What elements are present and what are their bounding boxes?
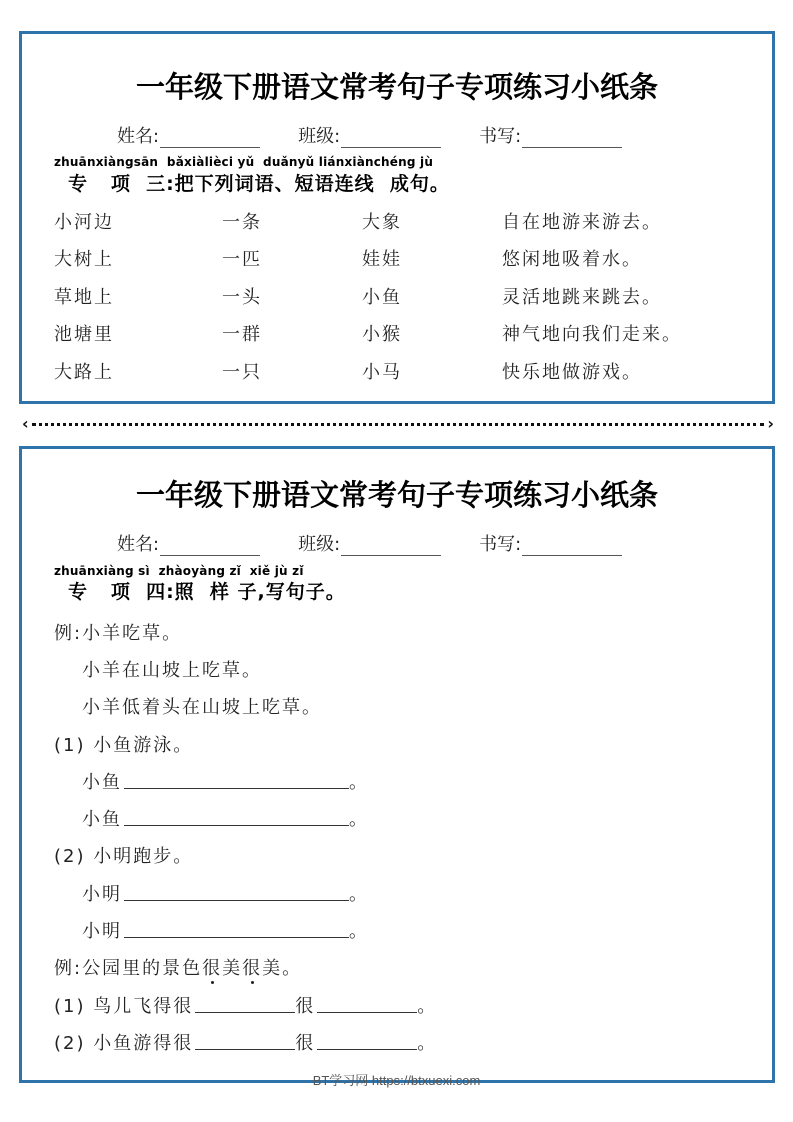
place-cell[interactable]: 小河边: [54, 211, 114, 233]
class-label: 班级:: [298, 534, 341, 555]
measure-word-cell[interactable]: 一头: [222, 286, 262, 308]
answer-prefix: 小明: [82, 883, 122, 905]
class-label: 班级:: [298, 126, 341, 147]
answer-prefix: 小鱼: [82, 771, 122, 793]
question-mid: 很: [295, 995, 316, 1017]
example-1-line-1: 小羊在山坡上吃草。: [82, 659, 262, 681]
example-text: 小羊吃草。: [82, 622, 183, 644]
name-field[interactable]: [117, 122, 260, 148]
answer-prefix: 小明: [82, 921, 122, 943]
period: 。: [349, 921, 369, 943]
student-info-row: [117, 122, 660, 148]
name-blank[interactable]: [160, 538, 260, 556]
period: 。: [417, 1032, 438, 1054]
question-4: [54, 1023, 437, 1060]
writing-field[interactable]: [479, 122, 622, 148]
table-row: [54, 240, 742, 278]
place-cell[interactable]: 大路上: [54, 361, 114, 383]
table-row: [54, 202, 742, 240]
writing-label: 书写:: [479, 126, 522, 147]
writing-blank[interactable]: [522, 130, 622, 148]
example-2: [54, 949, 437, 986]
question-prompt: (1) 鸟儿飞得很: [54, 995, 194, 1017]
question-3: [54, 986, 437, 1023]
worksheet-card-section-4: [19, 446, 775, 1083]
action-cell[interactable]: 神气地向我们走来。: [502, 324, 682, 346]
emphasis-dot-char: 很: [242, 954, 262, 980]
action-cell[interactable]: 灵活地跳来跳去。: [502, 286, 662, 308]
subject-cell[interactable]: 小马: [362, 361, 402, 383]
worksheet-title: 一年级下册语文常考句子专项练习小纸条: [135, 70, 658, 104]
matching-table: [54, 202, 742, 390]
subject-cell[interactable]: 大象: [362, 211, 402, 233]
action-cell[interactable]: 快乐地做游戏。: [502, 361, 642, 383]
place-cell[interactable]: 池塘里: [54, 324, 114, 346]
example-1-line-2: 小羊低着头在山坡上吃草。: [82, 697, 322, 719]
table-row: [54, 315, 742, 353]
emphasis-dot-char: 很: [202, 954, 222, 980]
class-field[interactable]: [298, 530, 441, 556]
question-2-prompt: (2) 小明跑步。: [54, 846, 194, 868]
example-label: 例:: [54, 958, 83, 980]
exercise-body: [54, 613, 437, 1061]
period: 。: [349, 771, 369, 793]
question-1-prompt: (1) 小鱼游泳。: [54, 734, 194, 756]
question-2-answer-1: [54, 874, 437, 911]
writing-blank[interactable]: [522, 538, 622, 556]
period: 。: [349, 809, 369, 831]
action-cell[interactable]: 悠闲地吸着水。: [502, 249, 642, 271]
name-field[interactable]: [117, 530, 260, 556]
cut-line-divider: [22, 415, 774, 433]
measure-word-cell[interactable]: 一只: [222, 361, 262, 383]
answer-blank[interactable]: [124, 885, 349, 901]
arrow-left-icon: ‹: [22, 414, 29, 433]
student-info-row: [117, 530, 660, 556]
answer-blank[interactable]: [124, 773, 349, 789]
place-cell[interactable]: 草地上: [54, 286, 114, 308]
section-title: 专 项 三:把下列词语、短语连线 成句。: [68, 173, 450, 195]
measure-word-cell[interactable]: 一群: [222, 324, 262, 346]
section-pinyin: zhuānxiàng sì zhàoyàng zǐ xiě jù zǐ: [54, 564, 304, 578]
watermark: BT学习网 https://btxuexi.com: [312, 1073, 481, 1088]
arrow-right-icon: ›: [767, 414, 774, 433]
answer-blank[interactable]: [124, 922, 349, 938]
answer-prefix: 小鱼: [82, 809, 122, 831]
period: 。: [349, 883, 369, 905]
action-cell[interactable]: 自在地游来游去。: [502, 211, 662, 233]
question-prompt: (2) 小鱼游得很: [54, 1032, 194, 1054]
question-mid: 很: [295, 1032, 316, 1054]
answer-blank[interactable]: [317, 1034, 417, 1050]
section-pinyin: zhuānxiàngsān bǎxiàlièci yǔ duǎnyǔ liánxiànchéng jù: [54, 155, 434, 169]
worksheet-title: 一年级下册语文常考句子专项练习小纸条: [135, 478, 658, 512]
answer-blank[interactable]: [195, 1034, 295, 1050]
answer-blank[interactable]: [317, 997, 417, 1013]
question-1-answer-2: [54, 799, 437, 836]
worksheet-card-section-3: [19, 31, 775, 404]
place-cell[interactable]: 大树上: [54, 249, 114, 271]
class-blank[interactable]: [341, 538, 441, 556]
question-1-answer-1: [54, 762, 437, 799]
class-field[interactable]: [298, 122, 441, 148]
example-label: 例:: [54, 622, 83, 644]
subject-cell[interactable]: 小鱼: [362, 286, 402, 308]
measure-word-cell[interactable]: 一条: [222, 211, 262, 233]
table-row: [54, 277, 742, 315]
example-1-base: [54, 613, 437, 650]
writing-label: 书写:: [479, 534, 522, 555]
writing-field[interactable]: [479, 530, 622, 556]
class-blank[interactable]: [341, 130, 441, 148]
example-text: 美。: [262, 958, 303, 980]
section-title: 专 项 四:照 样 子,写句子。: [68, 581, 346, 603]
subject-cell[interactable]: 小猴: [362, 324, 402, 346]
example-text: 公园里的景色: [82, 958, 203, 980]
table-row: [54, 352, 742, 390]
answer-blank[interactable]: [124, 810, 349, 826]
name-label: 姓名:: [117, 126, 160, 147]
subject-cell[interactable]: 娃娃: [362, 249, 402, 271]
answer-blank[interactable]: [195, 997, 295, 1013]
example-text: 美: [222, 958, 243, 980]
measure-word-cell[interactable]: 一匹: [222, 249, 262, 271]
period: 。: [417, 995, 438, 1017]
name-blank[interactable]: [160, 130, 260, 148]
name-label: 姓名:: [117, 534, 160, 555]
dotted-line: [32, 423, 764, 426]
question-2-answer-2: [54, 911, 437, 948]
